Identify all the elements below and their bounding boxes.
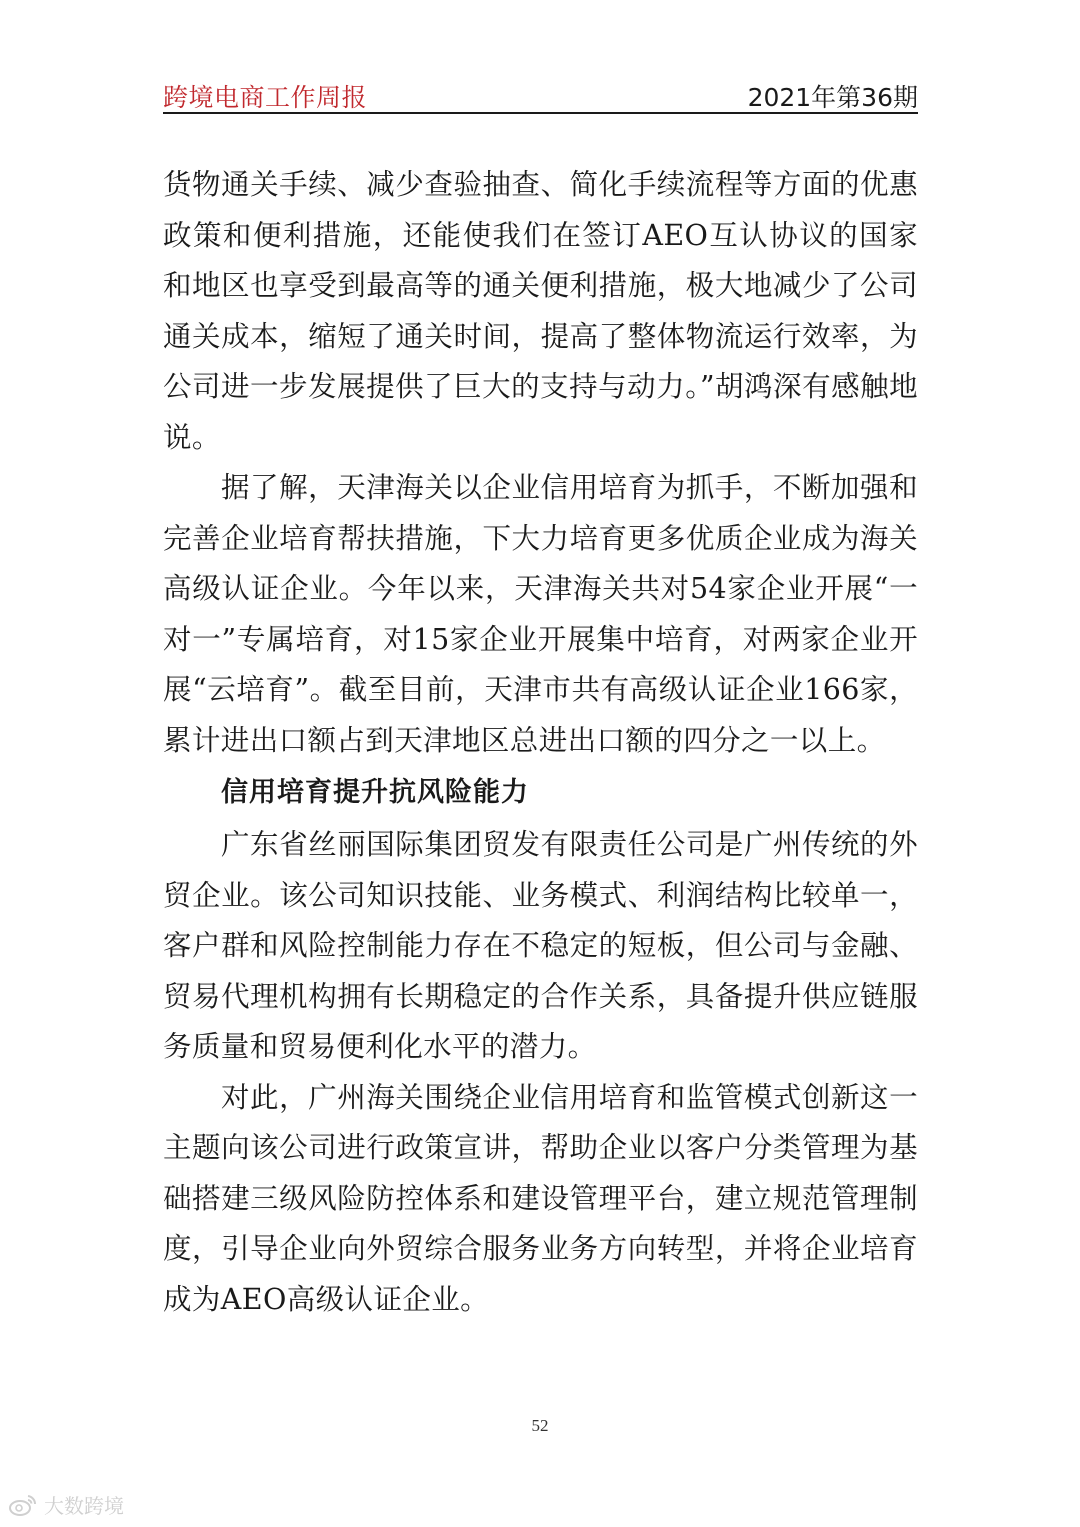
watermark	[8, 1490, 124, 1519]
watermark-text: 大数跨境	[44, 1494, 124, 1518]
paragraph-3: 广东省丝丽国际集团贸发有限责任公司是广州传统的外贸企业。该公司知识技能、业务模式、利润结构比较单一，客户群和风险控制能力存在不稳定的短板，但公司与金融、贸易代理机构拥有长期稳定的合作关系，具备提升供应链服务质量和贸易便利化水平的潜力。	[163, 828, 918, 1063]
paragraph-4: 对此，广州海关围绕企业信用培育和监管模式创新这一主题向该公司进行政策宣讲，帮助企业以客户分类管理为基础搭建三级风险防控体系和建设管理平台，建立规范管理制度，引导企业向外贸综合服务业务方向转型，并将企业培育成为AEO高级认证企业。	[163, 1080, 918, 1316]
issue-number: 2021年第36期	[747, 83, 918, 112]
page-number: 52	[531, 1416, 549, 1435]
section-heading: 信用培育提升抗风险能力	[221, 777, 529, 808]
publication-title: 跨境电商工作周报	[163, 83, 368, 112]
paragraph-2: 据了解，天津海关以企业信用培育为抓手，不断加强和完善企业培育帮扶措施，下大力培育更多优质企业成为海关高级认证企业。今年以来，天津海关共对54家企业开展“一对一”专属培育，对15家企业开展集中培育，对两家企业开展“云培育”。截至目前，天津市共有高级认证企业166家，累计进出口额占到天津地区总进出口额的四分之一以上。	[163, 471, 918, 757]
paragraph-1: 货物通关手续、减少查验抽查、简化手续流程等方面的优惠政策和便利措施，还能使我们在签订AEO互认协议的国家和地区也享受到最高等的通关便利措施，极大地减少了公司通关成本，缩短了通关时间，提高了整体物流运行效率，为公司进一步发展提供了巨大的支持与动力。”胡鸿深有感触地说。	[163, 168, 918, 454]
page-header	[163, 72, 918, 114]
article-body	[163, 160, 918, 1325]
weibo-logo-icon	[8, 1493, 38, 1517]
